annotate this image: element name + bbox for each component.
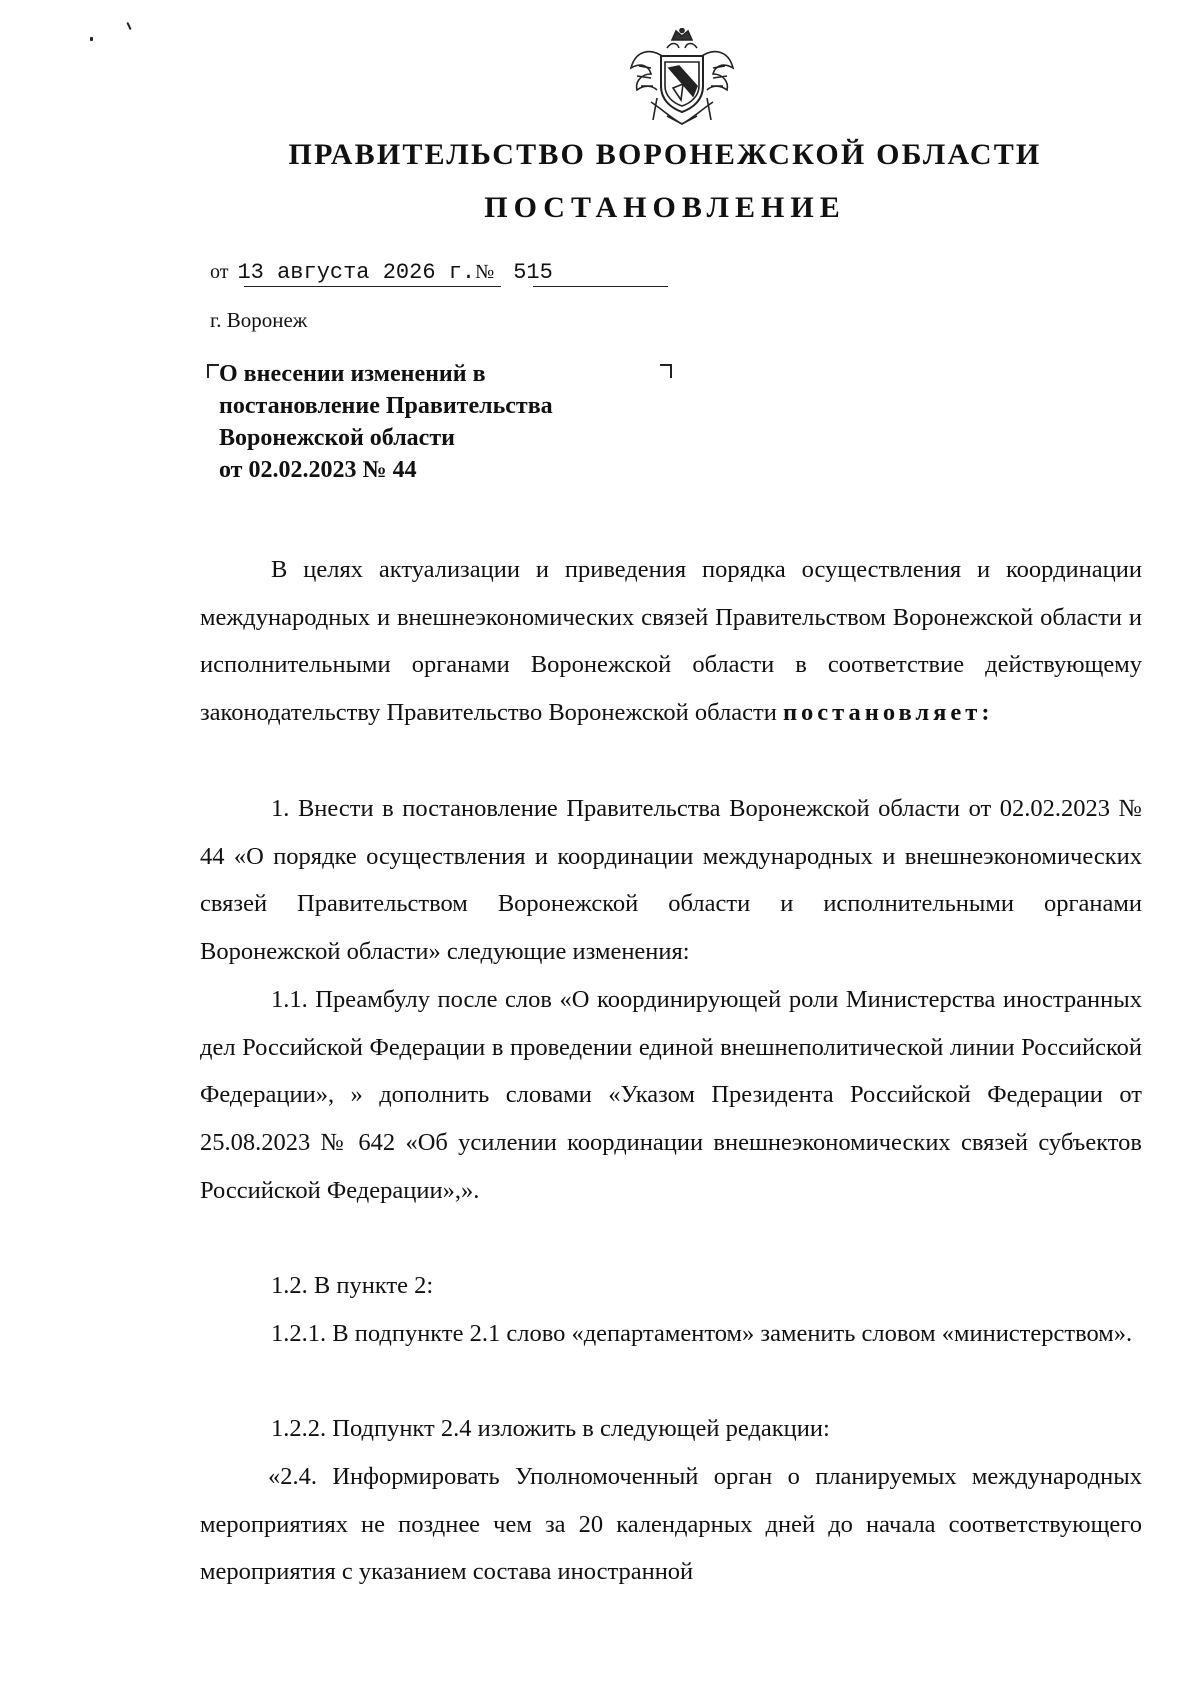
subject-bracket-left [207,364,219,378]
city-label: г. Воронеж [210,308,308,332]
date-prefix: от [210,261,229,283]
decree-subject: О внесении изменений в постановление Правительства Воронежской области от 02.02.2023 № 44 [219,361,553,483]
preamble-text: В целях актуализации и приведения порядка осуществления и координации международных и внешнеэкономических связей Правительством Воронежской области и исполнительными органами Воронежской области в соответствие действующему законодательству Правительство Воронежской области [200,556,1142,727]
number-underline [533,286,668,287]
scan-speck [126,22,131,30]
government-title: ПРАВИТЕЛЬСТВО ВОРОНЕЖСКОЙ ОБЛАСТИ [288,138,1042,171]
paragraph-1-1: 1.1. Преамбулу после слов «О координирующей роли Министерства иностранных дел Российской Федерации в проведении единой внешнеполитической линии Российской Федерации», » дополнить словами «Указом Президента Российской Федерации от 25.08.2023 № 642 «Об усилении координации внешнеэкономических связей субъектов Российской Федерации»,». [200,986,1142,1204]
paragraph-2-4: «2.4. Информировать Уполномоченный орган о планируемых международных мероприятиях не позднее чем за 20 календарных дней до начала соответствующего мероприятия с указанием состава иностранной [200,1463,1142,1586]
scan-speck [90,37,93,41]
paragraph-1-2-1: 1.2.1. В подпункте 2.1 слово «департаментом» заменить словом «министерством». [271,1320,1133,1347]
document-type-title: ПОСТАНОВЛЕНИЕ [484,191,846,224]
number-label: № [475,261,495,283]
subject-bracket-right [660,364,672,378]
paragraph-1-2: 1.2. В пункте 2: [271,1272,434,1299]
decree-dateline [210,260,553,285]
decree-date: 13 августа 2026 г. [237,260,476,285]
decides-word: постановляет: [782,699,994,727]
paragraph-1: 1. Внести в постановление Правительства Воронежской области от 02.02.2023 № 44 «О порядке осуществления и координации международных и внешнеэкономических связей Правительством Воронежской области и исполнительными органами Воронежской области» следующие изменения: [200,795,1142,966]
date-underline [244,286,501,287]
preamble-paragraph [200,546,1142,737]
paragraph-1-2-2: 1.2.2. Подпункт 2.4 изложить в следующей редакции: [271,1415,830,1442]
decree-number: 515 [513,260,553,285]
coat-of-arms-emblem [627,28,737,128]
